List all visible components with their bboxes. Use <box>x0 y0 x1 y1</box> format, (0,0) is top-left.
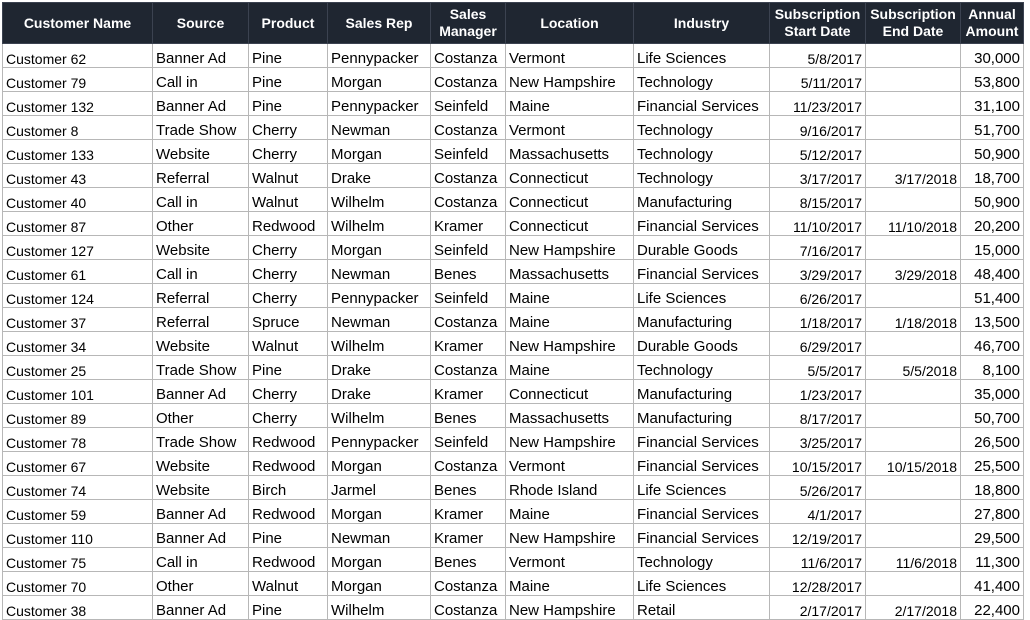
cell-sales-manager[interactable]: Benes <box>431 404 506 428</box>
cell-industry[interactable]: Financial Services <box>634 212 770 236</box>
cell-subscription-end-date[interactable] <box>866 68 961 92</box>
cell-product[interactable]: Redwood <box>249 452 328 476</box>
cell-source[interactable]: Call in <box>153 548 249 572</box>
cell-subscription-start-date[interactable]: 1/23/2017 <box>770 380 866 404</box>
cell-subscription-start-date[interactable]: 5/26/2017 <box>770 476 866 500</box>
cell-product[interactable]: Cherry <box>249 116 328 140</box>
table-row <box>3 428 1024 452</box>
cell-source[interactable]: Referral <box>153 284 249 308</box>
cell-customer-name[interactable]: Customer 87 <box>3 212 153 236</box>
cell-industry[interactable]: Retail <box>634 596 770 620</box>
cell-subscription-start-date[interactable]: 4/1/2017 <box>770 500 866 524</box>
cell-sales-rep[interactable]: Morgan <box>328 452 431 476</box>
cell-sales-manager[interactable]: Costanza <box>431 68 506 92</box>
cell-sales-rep[interactable]: Jarmel <box>328 476 431 500</box>
cell-industry[interactable]: Life Sciences <box>634 44 770 68</box>
cell-sales-rep[interactable]: Morgan <box>328 572 431 596</box>
column-header-location[interactable] <box>506 3 634 44</box>
cell-source[interactable]: Call in <box>153 260 249 284</box>
column-header-line1: Source <box>176 14 225 31</box>
cell-industry[interactable]: Technology <box>634 68 770 92</box>
cell-annual-amount[interactable]: 30,000 <box>961 44 1024 68</box>
cell-annual-amount[interactable]: 50,700 <box>961 404 1024 428</box>
cell-annual-amount[interactable]: 20,200 <box>961 212 1024 236</box>
column-header-subscription-start-date[interactable] <box>770 3 866 44</box>
header-row <box>3 3 1024 44</box>
cell-subscription-start-date[interactable]: 5/11/2017 <box>770 68 866 92</box>
cell-source[interactable]: Other <box>153 572 249 596</box>
cell-annual-amount[interactable]: 48,400 <box>961 260 1024 284</box>
cell-industry[interactable]: Manufacturing <box>634 404 770 428</box>
cell-product[interactable]: Pine <box>249 68 328 92</box>
cell-sales-rep[interactable]: Wilhelm <box>328 332 431 356</box>
cell-subscription-start-date[interactable]: 3/29/2017 <box>770 260 866 284</box>
cell-subscription-end-date[interactable] <box>866 380 961 404</box>
cell-customer-name[interactable]: Customer 8 <box>3 116 153 140</box>
cell-sales-rep[interactable]: Morgan <box>328 236 431 260</box>
cell-industry[interactable]: Technology <box>634 116 770 140</box>
cell-sales-rep[interactable]: Morgan <box>328 140 431 164</box>
cell-source[interactable]: Referral <box>153 308 249 332</box>
cell-subscription-end-date[interactable]: 10/15/2018 <box>866 452 961 476</box>
cell-sales-manager[interactable]: Benes <box>431 548 506 572</box>
cell-subscription-end-date[interactable] <box>866 92 961 116</box>
table-row <box>3 284 1024 308</box>
cell-sales-manager[interactable]: Benes <box>431 476 506 500</box>
cell-source[interactable]: Banner Ad <box>153 380 249 404</box>
cell-source[interactable]: Website <box>153 452 249 476</box>
table-row <box>3 164 1024 188</box>
cell-location[interactable]: Maine <box>506 356 634 380</box>
table-row <box>3 500 1024 524</box>
cell-location[interactable]: New Hampshire <box>506 236 634 260</box>
cell-sales-rep[interactable]: Pennypacker <box>328 284 431 308</box>
column-header-customer-name[interactable] <box>3 3 153 44</box>
cell-sales-rep[interactable]: Pennypacker <box>328 92 431 116</box>
cell-subscription-end-date[interactable] <box>866 524 961 548</box>
cell-subscription-start-date[interactable]: 8/17/2017 <box>770 404 866 428</box>
cell-sales-manager[interactable]: Kramer <box>431 212 506 236</box>
table-row <box>3 308 1024 332</box>
cell-customer-name[interactable]: Customer 62 <box>3 44 153 68</box>
column-header-line1: Annual <box>968 6 1016 22</box>
cell-product[interactable]: Pine <box>249 356 328 380</box>
cell-subscription-end-date[interactable] <box>866 284 961 308</box>
cell-location[interactable]: Rhode Island <box>506 476 634 500</box>
table-row <box>3 188 1024 212</box>
column-header-line1: Customer Name <box>23 14 132 31</box>
cell-annual-amount[interactable]: 29,500 <box>961 524 1024 548</box>
cell-sales-manager[interactable]: Costanza <box>431 116 506 140</box>
cell-location[interactable]: Connecticut <box>506 164 634 188</box>
cell-sales-manager[interactable]: Seinfeld <box>431 236 506 260</box>
cell-product[interactable]: Pine <box>249 596 328 620</box>
cell-customer-name[interactable]: Customer 133 <box>3 140 153 164</box>
cell-subscription-end-date[interactable] <box>866 332 961 356</box>
cell-sales-manager[interactable]: Seinfeld <box>431 284 506 308</box>
cell-sales-rep[interactable]: Pennypacker <box>328 428 431 452</box>
cell-location[interactable]: Vermont <box>506 548 634 572</box>
cell-industry[interactable]: Life Sciences <box>634 284 770 308</box>
cell-sales-rep[interactable]: Pennypacker <box>328 44 431 68</box>
table-row <box>3 380 1024 404</box>
cell-source[interactable]: Website <box>153 236 249 260</box>
cell-location[interactable]: New Hampshire <box>506 68 634 92</box>
cell-customer-name[interactable]: Customer 70 <box>3 572 153 596</box>
cell-subscription-start-date[interactable]: 3/25/2017 <box>770 428 866 452</box>
column-header-line1: Location <box>540 14 599 31</box>
cell-customer-name[interactable]: Customer 38 <box>3 596 153 620</box>
cell-product[interactable]: Cherry <box>249 260 328 284</box>
cell-subscription-end-date[interactable] <box>866 500 961 524</box>
cell-source[interactable]: Banner Ad <box>153 44 249 68</box>
cell-annual-amount[interactable]: 46,700 <box>961 332 1024 356</box>
cell-annual-amount[interactable]: 35,000 <box>961 380 1024 404</box>
cell-sales-manager[interactable]: Benes <box>431 260 506 284</box>
cell-subscription-end-date[interactable] <box>866 236 961 260</box>
table-row <box>3 596 1024 620</box>
cell-customer-name[interactable]: Customer 25 <box>3 356 153 380</box>
cell-industry[interactable]: Durable Goods <box>634 332 770 356</box>
cell-sales-rep[interactable]: Wilhelm <box>328 212 431 236</box>
column-header-line1: Subscription <box>870 6 956 22</box>
cell-subscription-start-date[interactable]: 10/15/2017 <box>770 452 866 476</box>
cell-customer-name[interactable]: Customer 34 <box>3 332 153 356</box>
cell-subscription-start-date[interactable]: 9/16/2017 <box>770 116 866 140</box>
cell-customer-name[interactable]: Customer 78 <box>3 428 153 452</box>
cell-location[interactable]: Maine <box>506 572 634 596</box>
cell-subscription-end-date[interactable] <box>866 188 961 212</box>
cell-source[interactable]: Trade Show <box>153 428 249 452</box>
cell-sales-rep[interactable]: Newman <box>328 116 431 140</box>
table-row <box>3 68 1024 92</box>
cell-industry[interactable]: Financial Services <box>634 524 770 548</box>
column-header-annual-amount[interactable] <box>961 3 1024 44</box>
cell-customer-name[interactable]: Customer 59 <box>3 500 153 524</box>
column-header-line2: End Date <box>882 23 944 39</box>
cell-customer-name[interactable]: Customer 89 <box>3 404 153 428</box>
cell-customer-name[interactable]: Customer 79 <box>3 68 153 92</box>
column-header-sales-manager[interactable] <box>431 3 506 44</box>
cell-sales-rep[interactable]: Wilhelm <box>328 188 431 212</box>
cell-annual-amount[interactable]: 13,500 <box>961 308 1024 332</box>
table-row <box>3 572 1024 596</box>
cell-location[interactable]: Maine <box>506 92 634 116</box>
cell-customer-name[interactable]: Customer 124 <box>3 284 153 308</box>
cell-annual-amount[interactable]: 27,800 <box>961 500 1024 524</box>
cell-location[interactable]: Connecticut <box>506 188 634 212</box>
cell-sales-rep[interactable]: Morgan <box>328 548 431 572</box>
cell-source[interactable]: Banner Ad <box>153 596 249 620</box>
cell-subscription-start-date[interactable]: 11/10/2017 <box>770 212 866 236</box>
cell-subscription-start-date[interactable]: 6/26/2017 <box>770 284 866 308</box>
table-body <box>3 44 1024 620</box>
cell-product[interactable]: Walnut <box>249 164 328 188</box>
cell-subscription-end-date[interactable]: 2/17/2018 <box>866 596 961 620</box>
cell-annual-amount[interactable]: 25,500 <box>961 452 1024 476</box>
cell-source[interactable]: Website <box>153 476 249 500</box>
cell-subscription-end-date[interactable]: 11/6/2018 <box>866 548 961 572</box>
cell-location[interactable]: Maine <box>506 284 634 308</box>
cell-industry[interactable]: Technology <box>634 164 770 188</box>
cell-subscription-end-date[interactable] <box>866 572 961 596</box>
cell-subscription-end-date[interactable] <box>866 140 961 164</box>
cell-customer-name[interactable]: Customer 101 <box>3 380 153 404</box>
cell-annual-amount[interactable]: 11,300 <box>961 548 1024 572</box>
cell-product[interactable]: Spruce <box>249 308 328 332</box>
cell-subscription-end-date[interactable]: 1/18/2018 <box>866 308 961 332</box>
cell-subscription-start-date[interactable]: 3/17/2017 <box>770 164 866 188</box>
cell-sales-manager[interactable]: Costanza <box>431 596 506 620</box>
cell-subscription-end-date[interactable] <box>866 428 961 452</box>
cell-location[interactable]: Connecticut <box>506 380 634 404</box>
cell-product[interactable]: Pine <box>249 44 328 68</box>
cell-product[interactable]: Cherry <box>249 236 328 260</box>
cell-location[interactable]: Vermont <box>506 452 634 476</box>
cell-location[interactable]: Massachusetts <box>506 404 634 428</box>
cell-industry[interactable]: Life Sciences <box>634 476 770 500</box>
table-row <box>3 236 1024 260</box>
table-row <box>3 476 1024 500</box>
column-header-product[interactable] <box>249 3 328 44</box>
cell-customer-name[interactable]: Customer 75 <box>3 548 153 572</box>
cell-source[interactable]: Website <box>153 140 249 164</box>
cell-annual-amount[interactable]: 18,700 <box>961 164 1024 188</box>
cell-subscription-start-date[interactable]: 7/16/2017 <box>770 236 866 260</box>
cell-sales-rep[interactable]: Wilhelm <box>328 404 431 428</box>
cell-customer-name[interactable]: Customer 127 <box>3 236 153 260</box>
cell-product[interactable]: Redwood <box>249 500 328 524</box>
cell-sales-rep[interactable]: Newman <box>328 524 431 548</box>
table-row <box>3 524 1024 548</box>
cell-subscription-start-date[interactable]: 12/19/2017 <box>770 524 866 548</box>
cell-sales-rep[interactable]: Drake <box>328 164 431 188</box>
cell-subscription-start-date[interactable]: 5/8/2017 <box>770 44 866 68</box>
cell-customer-name[interactable]: Customer 40 <box>3 188 153 212</box>
cell-location[interactable]: Vermont <box>506 116 634 140</box>
cell-source[interactable]: Banner Ad <box>153 92 249 116</box>
cell-sales-rep[interactable]: Wilhelm <box>328 596 431 620</box>
cell-sales-rep[interactable]: Morgan <box>328 500 431 524</box>
cell-subscription-start-date[interactable]: 2/17/2017 <box>770 596 866 620</box>
cell-source[interactable]: Other <box>153 404 249 428</box>
table-row <box>3 260 1024 284</box>
cell-customer-name[interactable]: Customer 43 <box>3 164 153 188</box>
column-header-line2: Start Date <box>784 23 851 39</box>
column-header-subscription-end-date[interactable] <box>866 3 961 44</box>
cell-location[interactable]: Maine <box>506 308 634 332</box>
cell-location[interactable]: Massachusetts <box>506 140 634 164</box>
cell-industry[interactable]: Manufacturing <box>634 188 770 212</box>
cell-subscription-end-date[interactable] <box>866 116 961 140</box>
cell-sales-manager[interactable]: Costanza <box>431 188 506 212</box>
cell-subscription-end-date[interactable] <box>866 476 961 500</box>
cell-product[interactable]: Cherry <box>249 380 328 404</box>
cell-sales-manager[interactable]: Costanza <box>431 572 506 596</box>
table-row <box>3 356 1024 380</box>
cell-product[interactable]: Redwood <box>249 428 328 452</box>
cell-industry[interactable]: Technology <box>634 356 770 380</box>
cell-sales-manager[interactable]: Costanza <box>431 452 506 476</box>
cell-annual-amount[interactable]: 50,900 <box>961 188 1024 212</box>
cell-industry[interactable]: Technology <box>634 140 770 164</box>
cell-sales-manager[interactable]: Costanza <box>431 308 506 332</box>
cell-sales-rep[interactable]: Newman <box>328 308 431 332</box>
cell-subscription-start-date[interactable]: 11/23/2017 <box>770 92 866 116</box>
cell-industry[interactable]: Financial Services <box>634 500 770 524</box>
column-header-line1: Subscription <box>774 6 861 22</box>
cell-industry[interactable]: Manufacturing <box>634 308 770 332</box>
cell-subscription-start-date[interactable]: 1/18/2017 <box>770 308 866 332</box>
cell-industry[interactable]: Financial Services <box>634 452 770 476</box>
cell-source[interactable]: Banner Ad <box>153 500 249 524</box>
cell-subscription-end-date[interactable]: 3/29/2018 <box>866 260 961 284</box>
cell-annual-amount[interactable]: 51,400 <box>961 284 1024 308</box>
table-row <box>3 140 1024 164</box>
customer-table <box>2 2 1024 620</box>
cell-subscription-start-date[interactable]: 5/5/2017 <box>770 356 866 380</box>
cell-subscription-end-date[interactable]: 3/17/2018 <box>866 164 961 188</box>
cell-industry[interactable]: Technology <box>634 548 770 572</box>
cell-sales-manager[interactable]: Seinfeld <box>431 428 506 452</box>
cell-annual-amount[interactable]: 18,800 <box>961 476 1024 500</box>
cell-industry[interactable]: Financial Services <box>634 92 770 116</box>
cell-industry[interactable]: Financial Services <box>634 428 770 452</box>
cell-product[interactable]: Cherry <box>249 140 328 164</box>
cell-source[interactable]: Call in <box>153 188 249 212</box>
cell-annual-amount[interactable]: 26,500 <box>961 428 1024 452</box>
cell-annual-amount[interactable]: 22,400 <box>961 596 1024 620</box>
cell-location[interactable]: Massachusetts <box>506 260 634 284</box>
cell-source[interactable]: Website <box>153 332 249 356</box>
cell-location[interactable]: New Hampshire <box>506 332 634 356</box>
table-row <box>3 212 1024 236</box>
cell-customer-name[interactable]: Customer 67 <box>3 452 153 476</box>
cell-sales-manager[interactable]: Costanza <box>431 44 506 68</box>
cell-source[interactable]: Trade Show <box>153 356 249 380</box>
cell-location[interactable]: New Hampshire <box>506 596 634 620</box>
column-header-line1: Sales Rep <box>345 14 413 31</box>
cell-product[interactable]: Walnut <box>249 332 328 356</box>
table-row <box>3 452 1024 476</box>
cell-product[interactable]: Walnut <box>249 572 328 596</box>
cell-sales-manager[interactable]: Seinfeld <box>431 92 506 116</box>
cell-industry[interactable]: Financial Services <box>634 260 770 284</box>
cell-product[interactable]: Walnut <box>249 188 328 212</box>
cell-subscription-end-date[interactable]: 5/5/2018 <box>866 356 961 380</box>
column-header-line2: Manager <box>439 23 497 39</box>
cell-sales-rep[interactable]: Morgan <box>328 68 431 92</box>
cell-source[interactable]: Call in <box>153 68 249 92</box>
cell-annual-amount[interactable]: 31,100 <box>961 92 1024 116</box>
column-header-sales-rep[interactable] <box>328 3 431 44</box>
column-header-source[interactable] <box>153 3 249 44</box>
cell-product[interactable]: Pine <box>249 92 328 116</box>
cell-sales-manager[interactable]: Kramer <box>431 500 506 524</box>
cell-product[interactable]: Redwood <box>249 212 328 236</box>
table-row <box>3 404 1024 428</box>
cell-product[interactable]: Redwood <box>249 548 328 572</box>
cell-subscription-start-date[interactable]: 8/15/2017 <box>770 188 866 212</box>
table-row <box>3 548 1024 572</box>
cell-source[interactable]: Other <box>153 212 249 236</box>
cell-sales-manager[interactable]: Kramer <box>431 380 506 404</box>
cell-location[interactable]: Connecticut <box>506 212 634 236</box>
column-header-line1: Sales <box>449 6 487 22</box>
column-header-line2: Amount <box>965 23 1019 39</box>
cell-sales-manager[interactable]: Kramer <box>431 524 506 548</box>
cell-annual-amount[interactable]: 8,100 <box>961 356 1024 380</box>
cell-sales-rep[interactable]: Drake <box>328 380 431 404</box>
cell-customer-name[interactable]: Customer 132 <box>3 92 153 116</box>
column-header-line1: Product <box>261 14 315 31</box>
table-row <box>3 332 1024 356</box>
cell-subscription-end-date[interactable] <box>866 44 961 68</box>
cell-subscription-start-date[interactable]: 11/6/2017 <box>770 548 866 572</box>
cell-location[interactable]: New Hampshire <box>506 428 634 452</box>
cell-annual-amount[interactable]: 41,400 <box>961 572 1024 596</box>
cell-product[interactable]: Pine <box>249 524 328 548</box>
cell-sales-manager[interactable]: Kramer <box>431 332 506 356</box>
cell-subscription-end-date[interactable] <box>866 404 961 428</box>
column-header-industry[interactable] <box>634 3 770 44</box>
cell-product[interactable]: Cherry <box>249 404 328 428</box>
table-row <box>3 92 1024 116</box>
cell-location[interactable]: New Hampshire <box>506 524 634 548</box>
cell-subscription-end-date[interactable]: 11/10/2018 <box>866 212 961 236</box>
table-row <box>3 116 1024 140</box>
cell-sales-manager[interactable]: Costanza <box>431 164 506 188</box>
cell-subscription-start-date[interactable]: 5/12/2017 <box>770 140 866 164</box>
cell-sales-rep[interactable]: Newman <box>328 260 431 284</box>
column-header-line1: Industry <box>673 14 730 31</box>
cell-annual-amount[interactable]: 53,800 <box>961 68 1024 92</box>
cell-customer-name[interactable]: Customer 37 <box>3 308 153 332</box>
cell-source[interactable]: Trade Show <box>153 116 249 140</box>
cell-annual-amount[interactable]: 50,900 <box>961 140 1024 164</box>
cell-source[interactable]: Referral <box>153 164 249 188</box>
cell-industry[interactable]: Manufacturing <box>634 380 770 404</box>
cell-customer-name[interactable]: Customer 110 <box>3 524 153 548</box>
cell-customer-name[interactable]: Customer 61 <box>3 260 153 284</box>
cell-annual-amount[interactable]: 51,700 <box>961 116 1024 140</box>
cell-product[interactable]: Cherry <box>249 284 328 308</box>
cell-sales-rep[interactable]: Drake <box>328 356 431 380</box>
cell-subscription-start-date[interactable]: 6/29/2017 <box>770 332 866 356</box>
cell-annual-amount[interactable]: 15,000 <box>961 236 1024 260</box>
cell-subscription-start-date[interactable]: 12/28/2017 <box>770 572 866 596</box>
cell-product[interactable]: Birch <box>249 476 328 500</box>
table-row <box>3 44 1024 68</box>
cell-industry[interactable]: Life Sciences <box>634 572 770 596</box>
cell-industry[interactable]: Durable Goods <box>634 236 770 260</box>
cell-sales-manager[interactable]: Costanza <box>431 356 506 380</box>
cell-sales-manager[interactable]: Seinfeld <box>431 140 506 164</box>
cell-location[interactable]: Vermont <box>506 44 634 68</box>
cell-location[interactable]: Maine <box>506 500 634 524</box>
cell-customer-name[interactable]: Customer 74 <box>3 476 153 500</box>
cell-source[interactable]: Banner Ad <box>153 524 249 548</box>
